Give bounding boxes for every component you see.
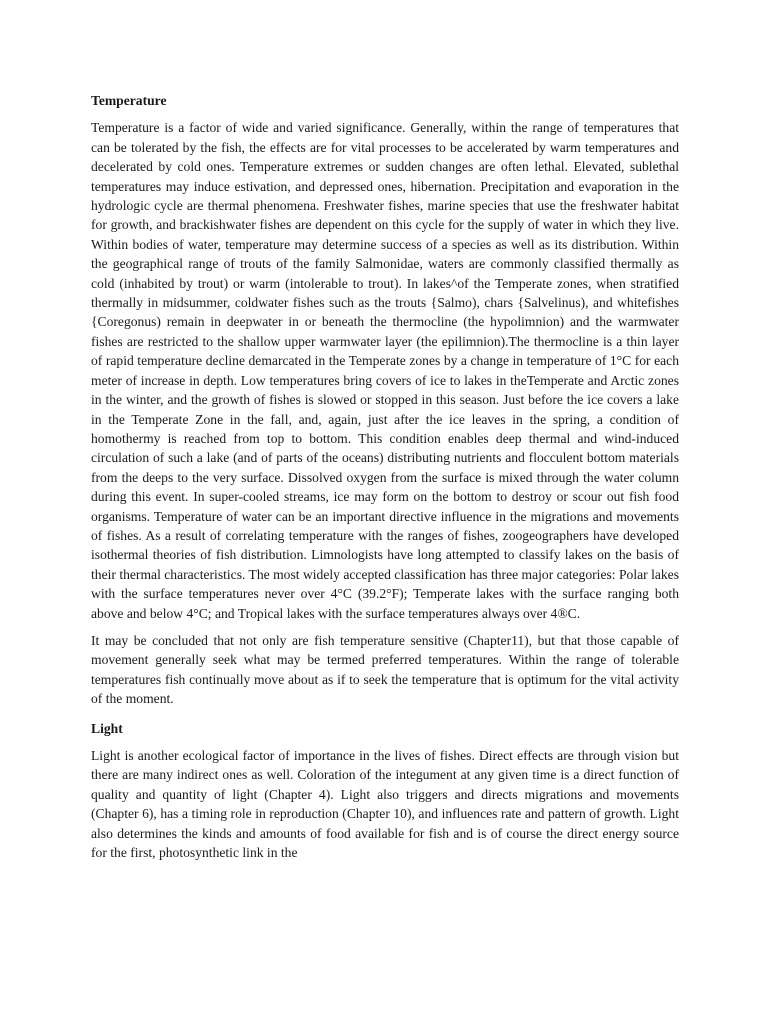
paragraph-light-1: Light is another ecological factor of importance in the lives of fishes. Direct effects are through vision but there are many indirect ones as well. Coloration of the integument at any given time is a direct function of quality and quantity of light (Chapter 4). Light also triggers and directs migrations and movements (Chapter 6), has a timing role in reproduction (Chapter 10), and influences rate and pattern of growth. Light also determines the kinds and amounts of food available for fish and is of course the direct energy source for the first, photosynthetic link in the — [91, 748, 679, 861]
paragraph-temperature-2: It may be concluded that not only are fish temperature sensitive (Chapter11), but that those capable of movement generally seek what may be termed preferred temperatures. Within the range of tolerable temperatures fish continually move about as if to seek the temperature that is optimum for the vital activity of the moment. — [91, 632, 679, 707]
document-page — [91, 91, 679, 870]
section-heading-light: Light — [91, 720, 123, 736]
paragraph-temperature-1: Temperature is a factor of wide and varied significance. Generally, within the range of temperatures that can be tolerated by the fish, the effects are for vital processes to be accelerated by warm temperatures and decelerated by cold ones. Temperature extremes or sudden changes are often lethal. Elevated, sublethal temperatures may induce estivation, and depressed ones, hibernation. Precipitation and evaporation in the hydrologic cycle are thermal phenomena. Freshwater fishes, marine species that use the freshwater habitat for growth, and brackishwater fishes are dependent on this cycle for the supply of water in which they live. Within bodies of water, temperature may determine success of a species as well as its distribution. Within the geographical range of trouts of the family Salmonidae, waters are commonly classified thermally as cold (inhabited by trout) or warm (intolerable to trout). In lakes^of the Temperate zones, when stratified thermally in midsummer, coldwater fishes such as the trouts {Salmo), chars {Salvelinus), and whitefishes {Coregonus) remain in deepwater in or beneath the thermocline (the hypolimnion) and the warmwater fishes are restricted to the shallow upper warmwater layer (the epilimnion).The thermocline is a thin layer of rapid temperature decline demarcated in the Temperate zones by a change in temperature of 1°C for each meter of increase in depth. Low temperatures bring covers of ice to lakes in theTemperate and Arctic zones in the winter, and the growth of fishes is slowed or stopped in this season. Just before the ice covers a lake in the Temperate Zone in the fall, and, again, just after the ice leaves in the spring, a condition of homothermy is reached from top to bottom. This condition enables deep thermal and wind-induced circulation of such a lake (and of parts of the oceans) distributing nutrients and flocculent bottom materials from the deeps to the very surface. Dissolved oxygen from the surface is mixed through the water column during this event. In super-cooled streams, ice may form on the bottom to destroy or scour out fish food organisms. Temperature of water can be an important directive influence in the migrations and movements of fishes. As a result of correlating temperature with the ranges of fishes, zoogeographers have developed isothermal theories of fish distribution. Limnologists have long attempted to classify lakes on the basis of their thermal characteristics. The most widely accepted classification has three major categories: Polar lakes with the surface temperatures never over 4°C (39.2°F); Temperate lakes with the surface ranging both above and below 4°C; and Tropical lakes with the surface temperatures always over 4®C. — [91, 120, 679, 621]
section-heading-temperature: Temperature — [91, 93, 167, 108]
